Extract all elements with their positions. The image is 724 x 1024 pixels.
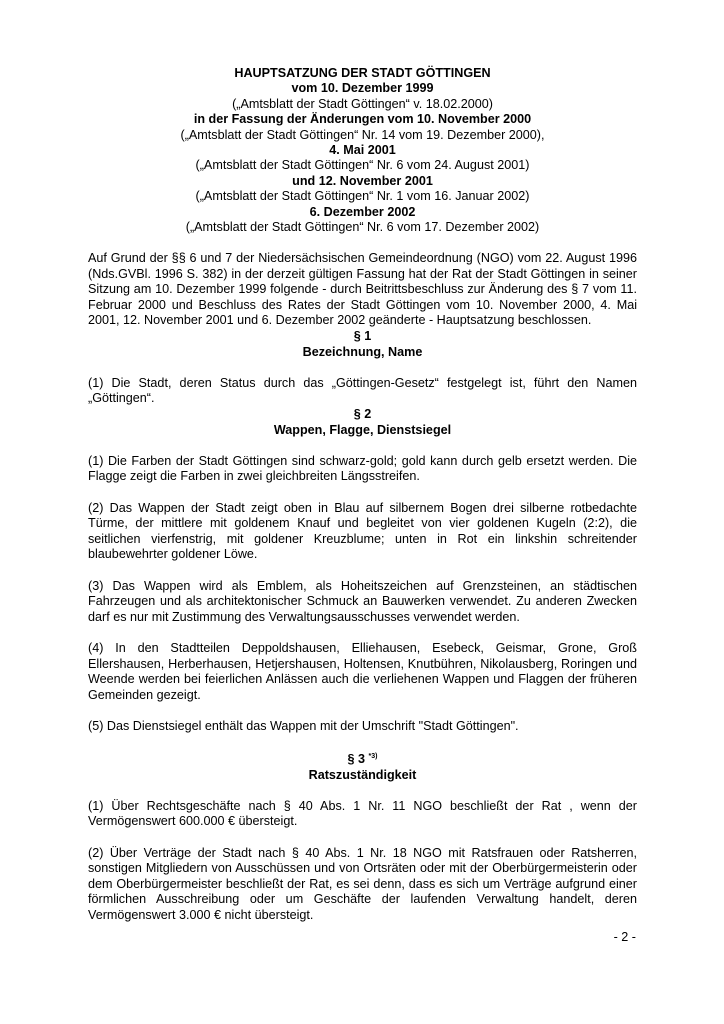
section-3-heading	[88, 752, 637, 768]
document-page	[88, 66, 637, 924]
section-2-paragraph-2: (2) Das Wappen der Stadt zeigt oben in Blau auf silbernem Bogen drei silberne rotbedachte Türme, der mittlere mit goldenem Knauf und begleitet von vier goldenen Kugeln (2:2), die seitlichen vierfenstrig, mit goldener Kreuzblume; unten in Rot ein linkshin schreitender blaubewehrter goldener Löwe.	[88, 500, 637, 562]
section-1-title: Bezeichnung, Name	[302, 344, 423, 359]
section-1-number: § 1	[353, 329, 372, 344]
section-3-paragraph-2: (2) Über Verträge der Stadt nach § 40 Abs. 1 Nr. 18 NGO mit Ratsfrauen oder Ratsherren, sonstigen Mitgliedern von Ausschüssen und von Ortsräten oder mit der Oberbürgermeisterin oder dem Oberbürgermeister beschließt der Rat, es sei denn, dass es sich um Verträge aufgrund einer förmlichen Ausschreibung oder um Geschäfte der laufenden Verwaltung handelt, deren Vermögenswert 3.000 € nicht übersteigt.	[88, 845, 637, 922]
section-3-footnote: *3)	[368, 753, 378, 761]
section-1-paragraph-1: (1) Die Stadt, deren Status durch das „Göttingen-Gesetz“ festgelegt ist, führt den Namen „Göttingen“.	[88, 375, 637, 406]
header-amendment-date-3: und 12. November 2001	[292, 173, 433, 188]
header-source: („Amtsblatt der Stadt Göttingen“ v. 18.02.2000)	[232, 96, 493, 111]
header-amendment-source-1: („Amtsblatt der Stadt Göttingen“ Nr. 14 vom 19. Dezember 2000),	[180, 127, 545, 142]
header-amendment: in der Fassung der Änderungen vom 10. November 2000	[193, 112, 532, 127]
section-2-paragraph-1: (1) Die Farben der Stadt Göttingen sind schwarz-gold; gold kann durch gelb ersetzt werden. Die Flagge zeigt die Farben in zwei gleichbreiten Längsstreifen.	[88, 453, 637, 484]
header-amendment-source-3: („Amtsblatt der Stadt Göttingen“ Nr. 1 vom 16. Januar 2002)	[195, 189, 530, 204]
section-2-number: § 2	[353, 407, 372, 421]
section-3-number: § 3	[347, 752, 366, 767]
section-2-paragraph-5: (5) Das Dienstsiegel enthält das Wappen mit der Umschrift "Stadt Göttingen".	[88, 718, 519, 733]
header-date: vom 10. Dezember 1999	[291, 81, 434, 96]
header-amendment-date-4: 6. Dezember 2002	[309, 204, 416, 219]
section-3-title: Ratszuständigkeit	[308, 767, 417, 782]
section-2-paragraph-3: (3) Das Wappen wird als Emblem, als Hoheitszeichen auf Grenzsteinen, an städtischen Fahrzeugen und als architektonischer Schmuck an Bauwerken verwendet. Zu anderen Zwecken darf es nur mit Zustimmung des Verwaltungsausschusses verwendet werden.	[88, 578, 637, 624]
header-amendment-date-2: 4. Mai 2001	[329, 143, 396, 158]
header-amendment-source-2: („Amtsblatt der Stadt Göttingen“ Nr. 6 vom 24. August 2001)	[195, 158, 530, 173]
section-3-paragraph-1: (1) Über Rechtsgeschäfte nach § 40 Abs. 1 Nr. 11 NGO beschließt der Rat , wenn der Vermögenswert 600.000 € übersteigt.	[88, 798, 637, 829]
section-2-paragraph-4: (4) In den Stadtteilen Deppoldshausen, Elliehausen, Esebeck, Geismar, Grone, Groß Ellershausen, Herberhausen, Hetjershausen, Holtensen, Knutbühren, Nikolausberg, Roringen und Weende werden bei feierlichen Anlässen auch die verliehenen Wappen und Flaggen der früheren Gemeinden gezeigt.	[88, 640, 637, 702]
document-header	[88, 66, 637, 235]
header-title: HAUPTSATZUNG DER STADT GÖTTINGEN	[234, 66, 491, 80]
header-amendment-source-4: („Amtsblatt der Stadt Göttingen“ Nr. 6 vom 17. Dezember 2002)	[185, 220, 540, 235]
page-number: - 2 -	[613, 930, 636, 944]
preamble-paragraph: Auf Grund der §§ 6 und 7 der Niedersächsischen Gemeindeordnung (NGO) vom 22. August 1996 (Nds.GVBl. 1996 S. 382) in der derzeit gültigen Fassung hat der Rat der Stadt Göttingen in seiner Sitzung am 10. Dezember 1999 folgende - durch Beitrittsbeschluss zur Änderung des § 7 vom 11. Februar 2000 und Beschluss des Rates der Stadt Göttingen vom 10. November 2000, 4. Mai 2001, 12. November 2001 und 6. Dezember 2002 geänderte - Hauptsatzung beschlossen.	[88, 251, 637, 328]
section-2-title: Wappen, Flagge, Dienstsiegel	[273, 422, 452, 437]
